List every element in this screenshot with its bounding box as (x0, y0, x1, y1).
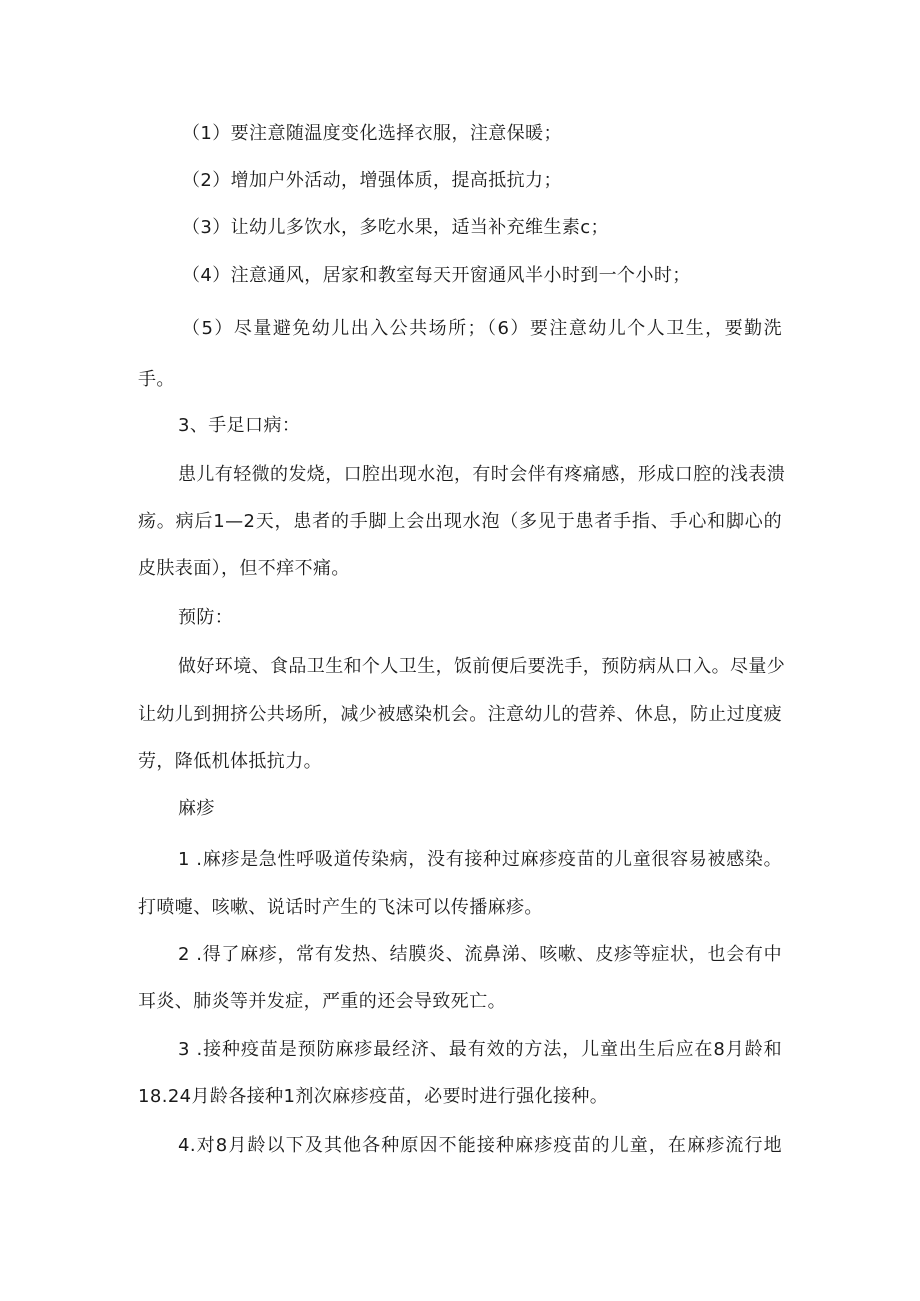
text-line: 手。 (138, 369, 175, 390)
text-line: 18.24月龄各接种1剂次麻疹疫苗，必要时进行强化接种。 (138, 1086, 609, 1107)
text-line: 疡。病后1—2天，患者的手脚上会出现水泡（多见于患者手指、手心和脚心的 (138, 511, 782, 532)
text-line: 4.对8月龄以下及其他各种原因不能接种麻疹疫苗的儿童，在麻疹流行地 (178, 1135, 782, 1156)
text-line: 打喷嚏、咳嗽、说话时产生的飞沫可以传播麻疹。 (138, 897, 543, 918)
text-line: （2）增加户外活动，增强体质，提高抵抗力； (182, 170, 562, 191)
text-line: 2 .得了麻疹，常有发热、结膜炎、流鼻涕、咳嗽、皮疹等症状，也会有中 (178, 944, 782, 965)
text-line: （1）要注意随温度变化选择衣服，注意保暖； (182, 123, 562, 144)
section-heading: 3、手足口病： (178, 415, 301, 436)
text-line: 让幼儿到拥挤公共场所，减少被感染机会。注意幼儿的营养、休息，防止过度疲 (138, 704, 782, 725)
text-line: （3）让幼儿多饮水，多吃水果，适当补充维生素c； (182, 217, 609, 238)
text-line: 耳炎、肺炎等并发症，严重的还会导致死亡。 (138, 991, 506, 1012)
text-line: （5）尽量避免幼儿出入公共场所；（6）要注意幼儿个人卫生，要勤洗 (182, 318, 782, 339)
section-heading: 麻疹 (178, 798, 215, 819)
text-line: 做好环境、食品卫生和个人卫生，饭前便后要洗手，预防病从口入。尽量少 (178, 656, 786, 677)
text-line: （4）注意通风，居家和教室每天开窗通风半小时到一个小时； (182, 265, 691, 286)
text-line: 1 .麻疹是急性呼吸道传染病，没有接种过麻疹疫苗的儿童很容易被感染。 (178, 849, 782, 870)
text-line: 患儿有轻微的发烧，口腔出现水泡，有时会伴有疼痛感，形成口腔的浅表溃 (178, 464, 786, 485)
text-line: 劳，降低机体抵抗力。 (138, 751, 322, 772)
text-line: 3 .接种疫苗是预防麻疹最经济、最有效的方法，儿童出生后应在8月龄和 (178, 1039, 782, 1060)
section-heading: 预防： (178, 607, 234, 628)
text-line: 皮肤表面），但不痒不痛。 (138, 558, 350, 579)
